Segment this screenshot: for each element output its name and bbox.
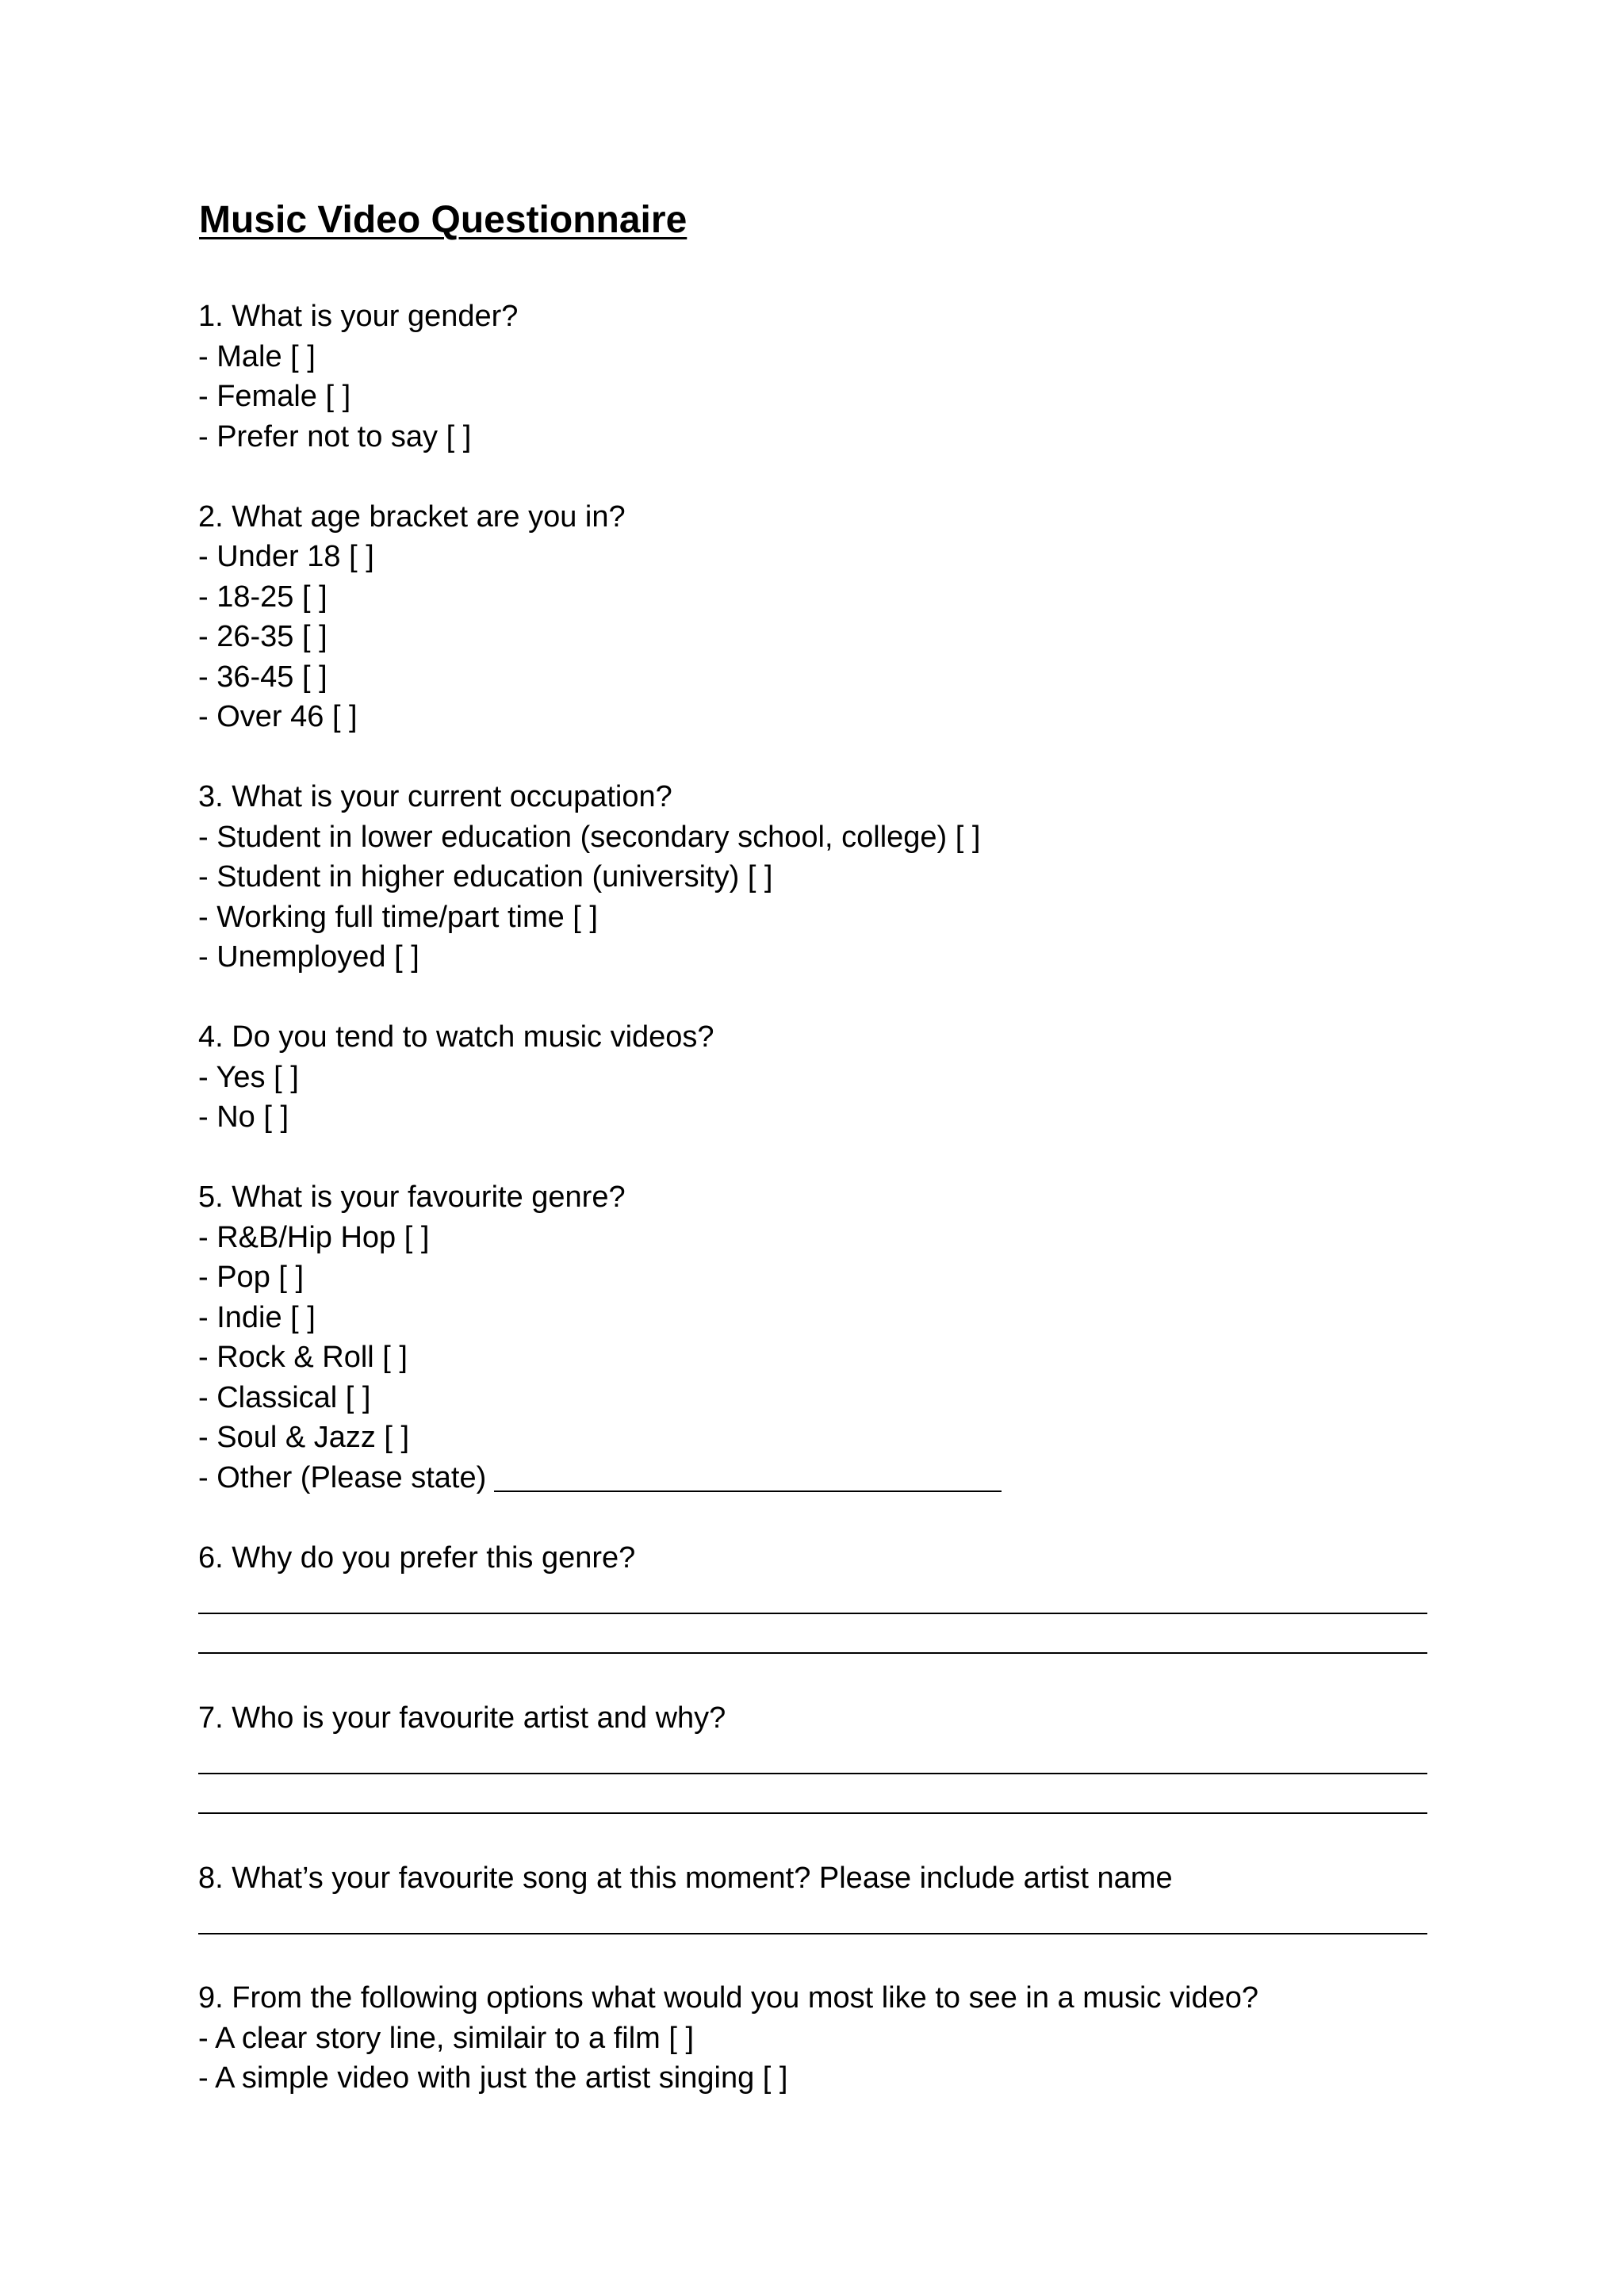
option-higher-education[interactable]: - Student in higher education (university) [ ] <box>198 860 773 894</box>
option-other <box>198 1458 1427 1498</box>
question-6 <box>198 1538 1427 1659</box>
question-8 <box>198 1858 1427 1938</box>
answer-line[interactable] <box>198 1738 1427 1778</box>
question-prompt: 3. What is your current occupation? <box>198 780 672 813</box>
question-prompt: 8. What’s your favourite song at this moment? Please include artist name <box>198 1861 1173 1895</box>
question-prompt: 9. From the following options what would you most like to see in a music video? <box>198 1981 1258 2015</box>
question-9 <box>198 1978 1427 2099</box>
question-4 <box>198 1017 1427 1138</box>
question-1 <box>198 297 1427 457</box>
option-26-35[interactable]: - 26-35 [ ] <box>198 620 327 653</box>
question-prompt: 4. Do you tend to watch music videos? <box>198 1020 714 1054</box>
option-under-18[interactable]: - Under 18 [ ] <box>198 540 374 573</box>
option-rock-and-roll[interactable]: - Rock & Roll [ ] <box>198 1341 408 1374</box>
question-5 <box>198 1177 1427 1498</box>
option-pop[interactable]: - Pop [ ] <box>198 1261 304 1294</box>
option-unemployed[interactable]: - Unemployed [ ] <box>198 940 419 974</box>
option-lower-education[interactable]: - Student in lower education (secondary school, college) [ ] <box>198 820 981 854</box>
option-male[interactable]: - Male [ ] <box>198 339 316 373</box>
option-simple-video[interactable]: - A simple video with just the artist singing [ ] <box>198 2061 788 2095</box>
other-label: - Other (Please state) <box>198 1460 487 1494</box>
question-prompt: 5. What is your favourite genre? <box>198 1181 626 1214</box>
answer-line[interactable] <box>198 1578 1427 1618</box>
question-prompt: 7. Who is your favourite artist and why? <box>198 1701 726 1735</box>
option-prefer-not-to-say[interactable]: - Prefer not to say [ ] <box>198 419 472 453</box>
option-no[interactable]: - No [ ] <box>198 1100 289 1134</box>
answer-line[interactable] <box>198 1898 1427 1938</box>
questionnaire-body <box>198 297 1427 2138</box>
option-rnb-hip-hop[interactable]: - R&B/Hip Hop [ ] <box>198 1220 430 1254</box>
answer-line[interactable] <box>198 1618 1427 1659</box>
option-working[interactable]: - Working full time/part time [ ] <box>198 900 598 934</box>
option-over-46[interactable]: - Over 46 [ ] <box>198 700 358 733</box>
question-prompt: 6. Why do you prefer this genre? <box>198 1540 636 1575</box>
option-female[interactable]: - Female [ ] <box>198 380 351 413</box>
question-prompt: 1. What is your gender? <box>198 300 519 333</box>
question-prompt: 2. What age bracket are you in? <box>198 499 626 534</box>
option-yes[interactable]: - Yes [ ] <box>198 1060 299 1094</box>
other-answer-field[interactable] <box>494 1489 1002 1492</box>
option-36-45[interactable]: - 36-45 [ ] <box>198 660 327 694</box>
option-soul-and-jazz[interactable]: - Soul & Jazz [ ] <box>198 1421 410 1454</box>
question-7 <box>198 1698 1427 1819</box>
question-3 <box>198 777 1427 978</box>
answer-line[interactable] <box>198 1778 1427 1819</box>
option-classical[interactable]: - Classical [ ] <box>198 1380 371 1414</box>
question-2 <box>198 497 1427 737</box>
option-story-line[interactable]: - A clear story line, similair to a film [ ] <box>198 2021 695 2055</box>
page-title: Music Video Questionnaire <box>199 199 688 241</box>
option-18-25[interactable]: - 18-25 [ ] <box>198 580 327 614</box>
option-indie[interactable]: - Indie [ ] <box>198 1300 316 1334</box>
